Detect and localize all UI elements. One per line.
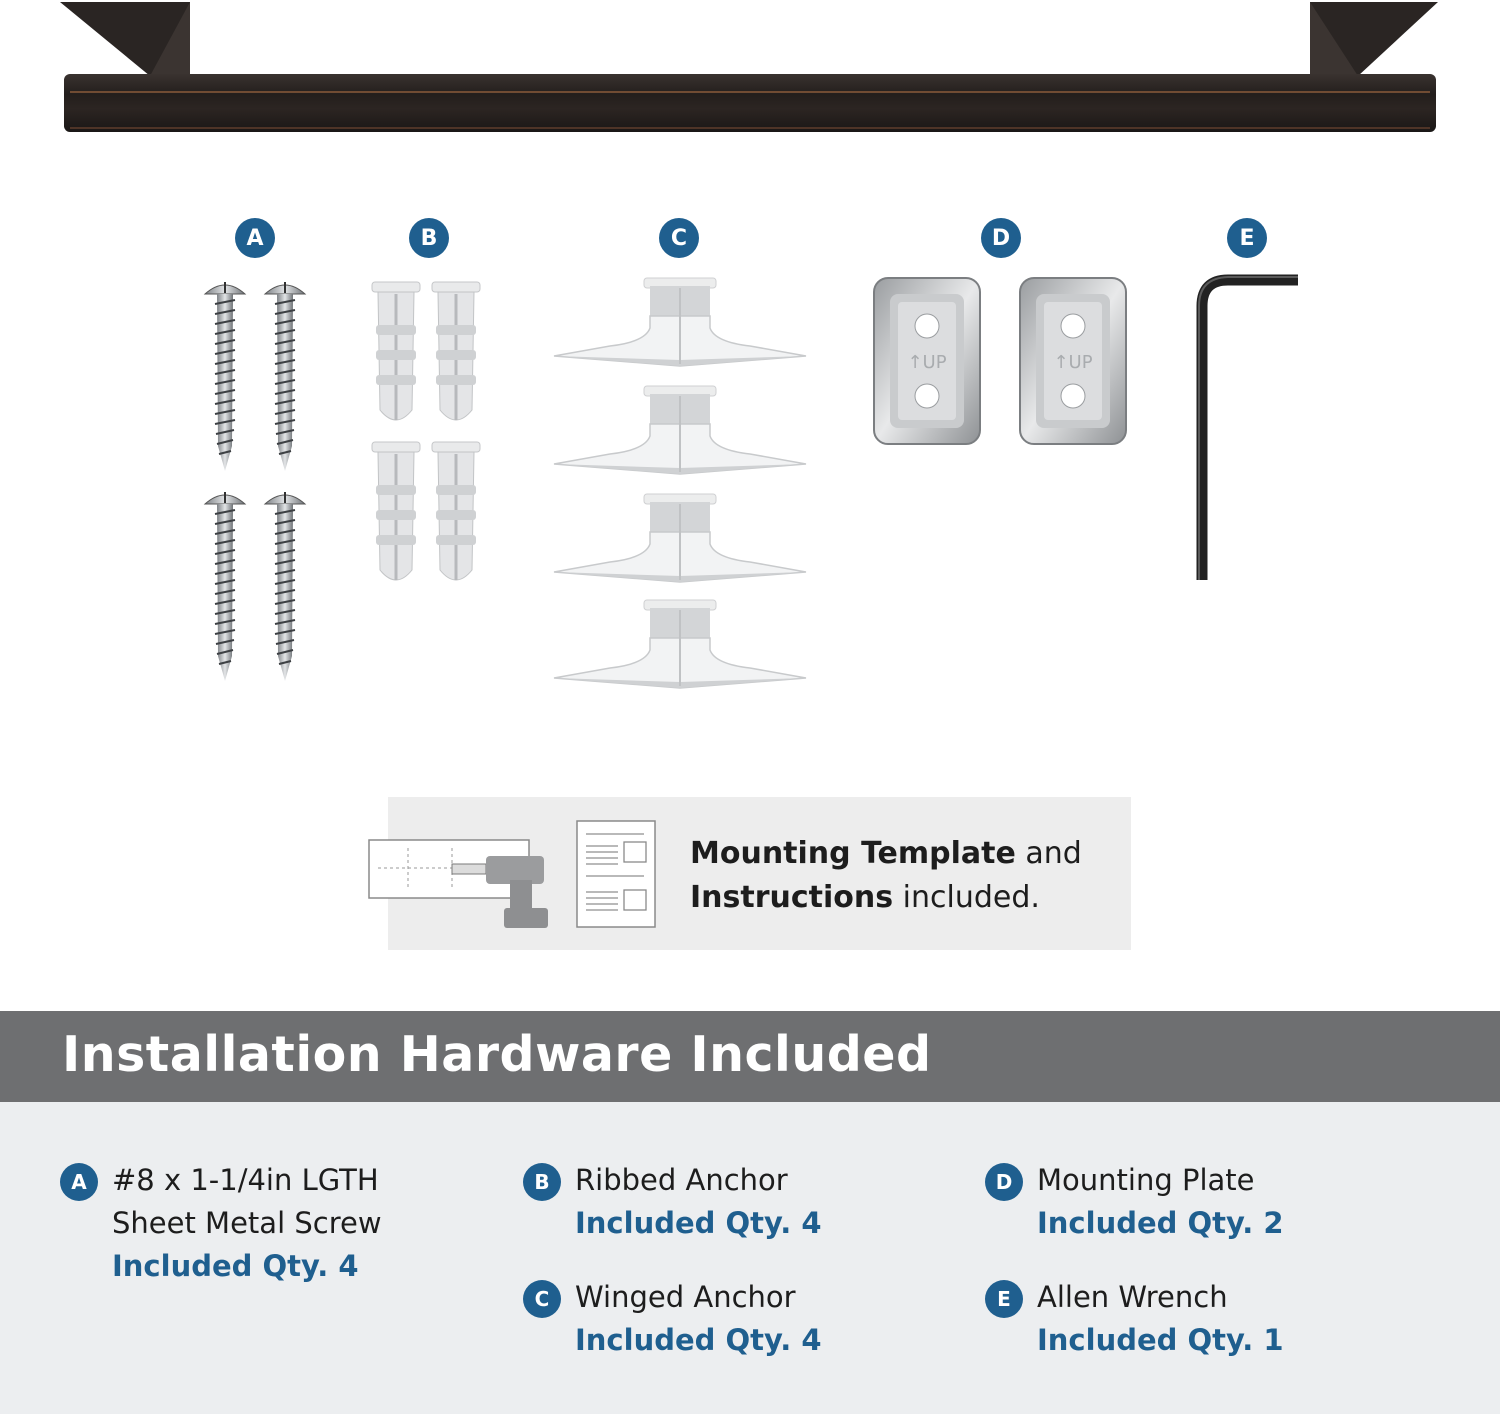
cabinet-pull-handle-image bbox=[0, 0, 1500, 140]
part-d-badge: D bbox=[981, 218, 1021, 258]
mounting-plates-image bbox=[870, 274, 1132, 450]
legend-e-badge: E bbox=[985, 1280, 1023, 1318]
ribbed-anchors-image bbox=[368, 280, 493, 590]
legend-a-qty: Included Qty. 4 bbox=[112, 1249, 359, 1283]
legend-b-badge: B bbox=[523, 1163, 561, 1201]
legend-b-qty: Included Qty. 4 bbox=[575, 1206, 822, 1240]
part-b-badge: B bbox=[409, 218, 449, 258]
legend-e-qty: Included Qty. 1 bbox=[1037, 1323, 1284, 1357]
template-caption-rest-2: included. bbox=[893, 880, 1040, 915]
legend-c-name: Winged Anchor bbox=[575, 1280, 796, 1314]
part-a-badge: A bbox=[235, 218, 275, 258]
drill-template-icon bbox=[368, 838, 553, 930]
legend-c-badge: C bbox=[523, 1280, 561, 1318]
legend-a-line2: Sheet Metal Screw bbox=[112, 1206, 382, 1240]
part-c-badge: C bbox=[659, 218, 699, 258]
template-caption bbox=[690, 832, 1130, 920]
legend-b-name: Ribbed Anchor bbox=[575, 1163, 788, 1197]
legend-e-name: Allen Wrench bbox=[1037, 1280, 1228, 1314]
legend-d-badge: D bbox=[985, 1163, 1023, 1201]
allen-wrench-image bbox=[1190, 272, 1305, 587]
instructions-document-icon bbox=[576, 820, 658, 930]
legend-a-line1: #8 x 1-1/4in LGTH bbox=[112, 1163, 379, 1197]
winged-anchors-image bbox=[550, 274, 812, 694]
section-title: Installation Hardware Included bbox=[62, 1026, 932, 1083]
legend-a-badge: A bbox=[60, 1163, 98, 1201]
legend-c-qty: Included Qty. 4 bbox=[575, 1323, 822, 1357]
legend-d-qty: Included Qty. 2 bbox=[1037, 1206, 1284, 1240]
part-e-badge: E bbox=[1227, 218, 1267, 258]
template-caption-bold-2: Instructions bbox=[690, 880, 894, 915]
sheet-metal-screws-image bbox=[195, 272, 320, 692]
legend-d-name: Mounting Plate bbox=[1037, 1163, 1255, 1197]
template-caption-bold-1: Mounting Template bbox=[690, 836, 1016, 871]
template-caption-rest-1: and bbox=[1015, 836, 1082, 871]
